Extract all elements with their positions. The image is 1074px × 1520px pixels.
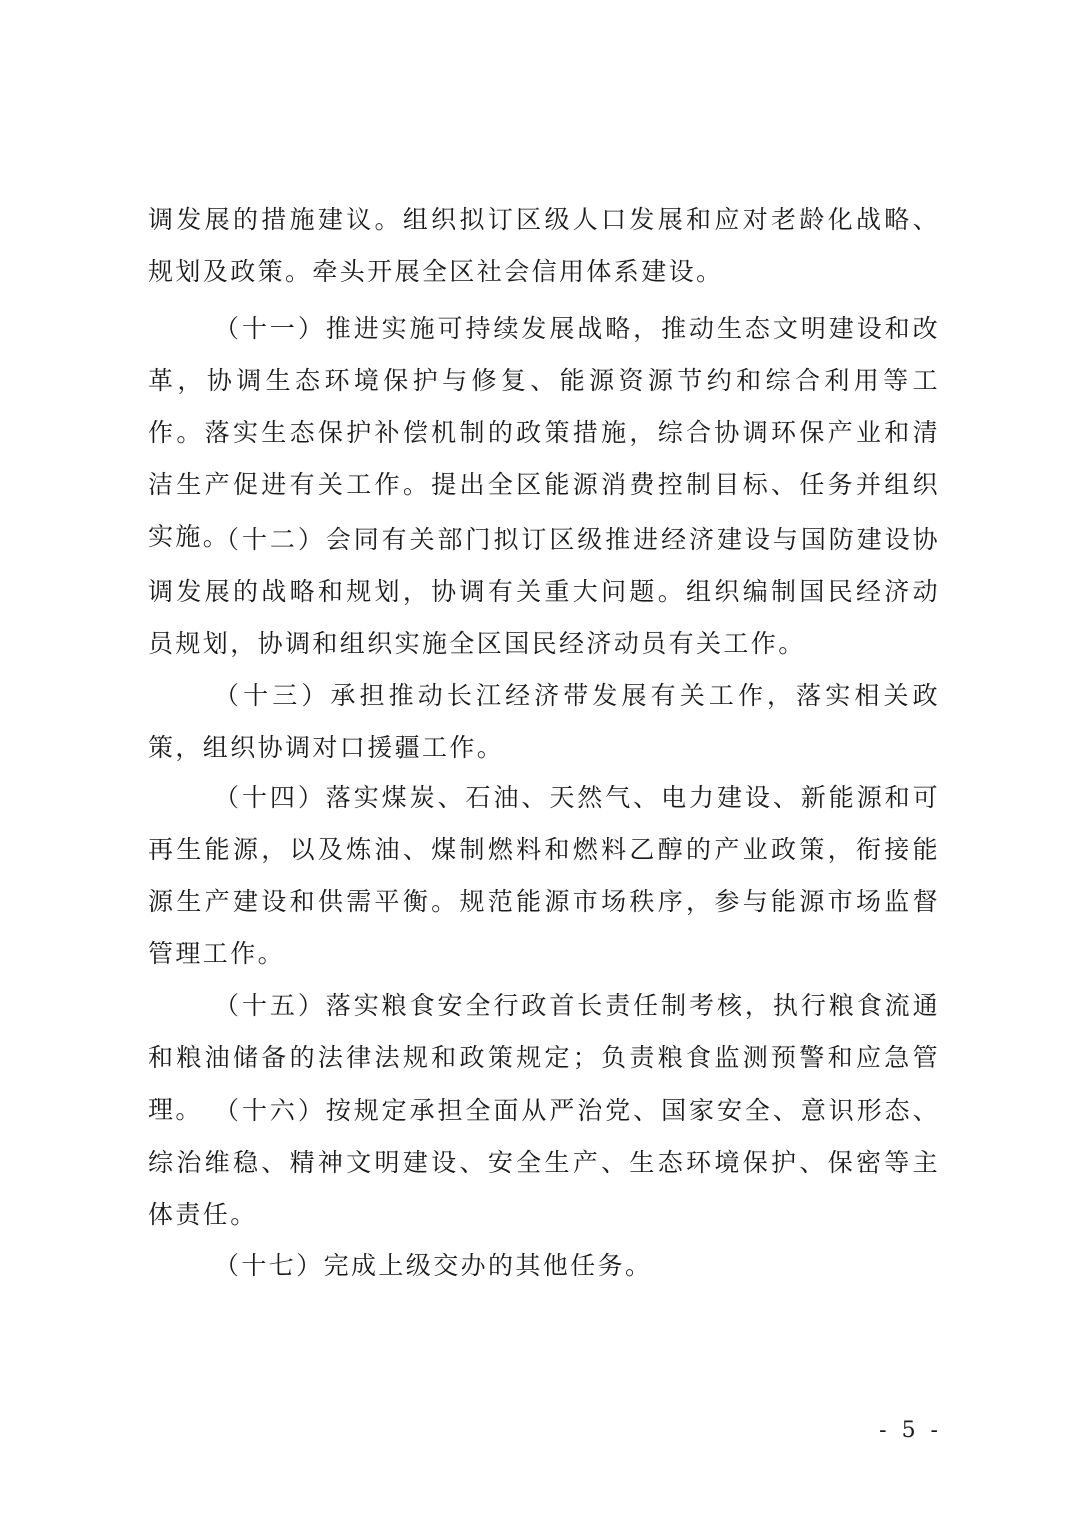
paragraph-item-14: （十四）落实煤炭、石油、天然气、电力建设、新能源和可再生能源，以及炼油、煤制燃料和燃料乙醇的产业政策，衔接能源生产建设和供需平衡。规范能源市场秩序，参与能源市场监督管理工作。 — [148, 783, 940, 968]
paragraph-item-12: （十二）会同有关部门拟订区级推进经济建设与国防建设协调发展的战略和规划，协调有关重大问题。组织编制国民经济动员规划，协调和组织实施全区国民经济动员有关工作。 — [148, 525, 940, 658]
paragraph-item-13: （十三）承担推动长江经济带发展有关工作，落实相关政策，组织协调对口援疆工作。 — [148, 681, 940, 762]
paragraph-item-15: （十五）落实粮食安全行政首长责任制考核，执行粮食流通和粮油储备的法律法规和政策规定；负责粮食监测预警和应急管理。 — [148, 991, 940, 1124]
paragraph-item-11: （十一）推进实施可持续发展战略，推动生态文明建设和改革，协调生态环境保护与修复、能源资源节约和综合利用等工作。落实生态保护补偿机制的政策措施，综合协调环保产业和清洁生产促进有关工作。提出全区能源消费控制目标、任务并组织实施。 — [148, 314, 940, 551]
paragraph-item-16: （十六）按规定承担全面从严治党、国家安全、意识形态、 综治维稳、精神文明建设、安全生产、生态环境保护、保密等主体责任。 — [148, 1096, 940, 1229]
page-number: - 5 - — [879, 1418, 942, 1443]
paragraph-item-17: （十七）完成上级交办的其他任务。 — [214, 1251, 653, 1280]
paragraph-continuation: 调发展的措施建议。组织拟订区级人口发展和应对老龄化战略、规划及政策。牵头开展全区社会信用体系建设。 — [148, 205, 940, 286]
